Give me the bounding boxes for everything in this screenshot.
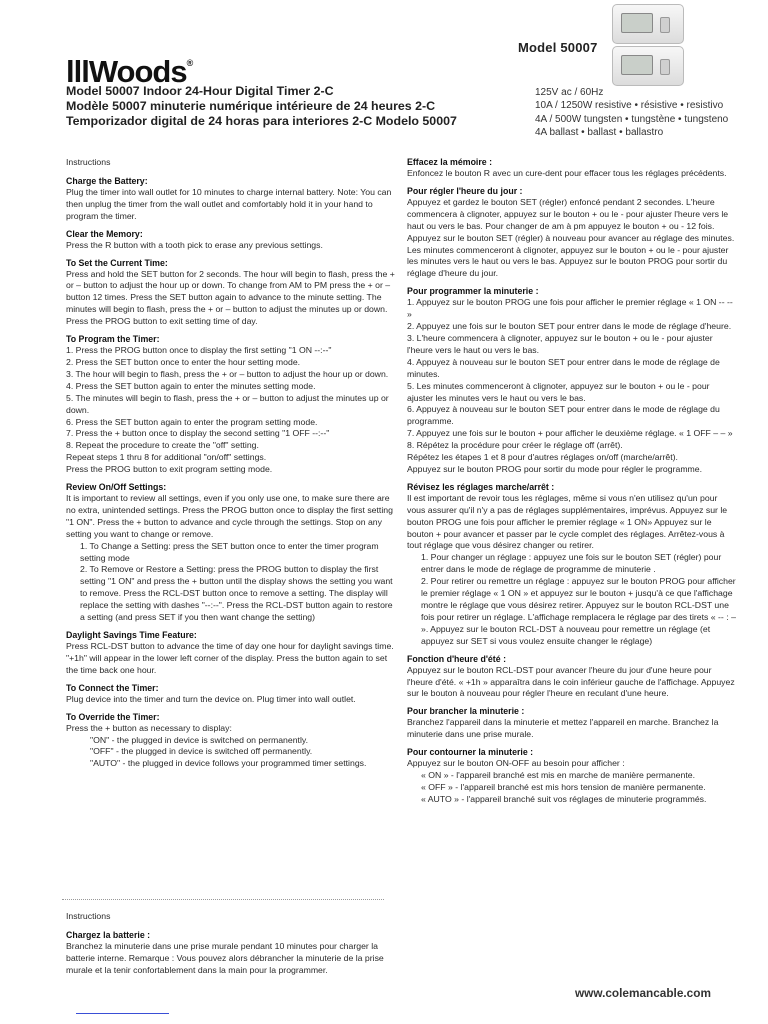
section-heading: Charge the Battery: — [66, 175, 148, 186]
logo-mark-lines: lll — [66, 54, 89, 89]
website-link[interactable]: www.colemancable.com — [575, 986, 711, 1000]
spec-line: 125V ac / 60Hz — [535, 87, 604, 98]
list-item: 4. Press the SET button again to enter the minutes setting mode. — [66, 380, 316, 391]
logo-registered: ® — [186, 58, 193, 68]
electrical-specs — [535, 86, 728, 139]
list-item: "AUTO" - the plugged in device follows your programmed timer settings. — [90, 758, 367, 769]
section-text: Branchez l'appareil dans la minuterie et mettez l'appareil en marche. Branchez la minuterie dans une prise murale. — [407, 717, 719, 740]
list-item: 1. To Change a Setting: press the SET button once to enter the timer program setting mode — [80, 540, 379, 563]
section-text: Repeat steps 1 thru 8 for additional "on/off" settings. — [66, 452, 267, 463]
section-text: Appuyez et gardez le bouton SET (régler) enfoncé pendant 2 secondes. L'heure commencera à clignoter, appuyez sur le bouton + ou le - pour ajuster l'heure vers le haut ou vers le bas. Pour changer de am à pm appuyez le bouton + ou - 12 fois. Appuyez sur le bouton SET (régler) à nouveau pour avancer au réglage des minutes. Les minutes commenceront à clignoter, appuyez sur le bouton + ou le - pour ajuster les minutes vers le haut ou vers le bas. Appuyez sur le bouton PROG pour sortir du réglage d'heure du jour. — [407, 196, 735, 279]
section-heading: Daylight Savings Time Feature: — [66, 630, 197, 640]
list-item: « ON » - l'appareil branché est mis en marche de manière permanente. — [421, 770, 696, 781]
instructions-column-left — [66, 157, 396, 770]
section-text: Press RCL-DST button to advance the time of day one hour for daylight savings time. "+1h" will appear in the lower left corner of the display. Press the button again to set the time back one hour. — [66, 641, 394, 675]
section-heading: Pour contourner la minuterie : — [407, 747, 534, 758]
section-heading: To Override the Timer: — [66, 711, 160, 722]
list-item: 7. Appuyez une fois sur le bouton + pour afficher le deuxième réglage. « 1 OFF – – » — [407, 428, 733, 439]
list-item: "ON" - the plugged in device is switched on permanently. — [90, 734, 308, 745]
section-heading: Pour programmer la minuterie : — [407, 286, 539, 297]
section-text: Branchez la minuterie dans une prise murale pendant 10 minutes pour charger la batterie interne. Remarque : Vous pouvez alors débrancher la minuterie de la prise murale et la tenir confortablement dans la main pour la programmer. — [66, 940, 384, 975]
title-en: Model 50007 Indoor 24-Hour Digital Timer 2-C — [66, 84, 334, 98]
list-item: 2. Press the SET button once to enter the hour setting mode. — [66, 356, 301, 367]
section-text: Press the PROG button to exit program setting mode. — [66, 464, 273, 475]
section-heading: Pour brancher la minuterie : — [407, 706, 525, 717]
list-item: 2. Appuyez une fois sur le bouton SET pour entrer dans le mode de réglage d'heure. — [407, 321, 732, 332]
list-item: 5. The minutes will begin to flash, press the + or – button to adjust the minutes up or down. — [66, 392, 389, 415]
device-button — [660, 17, 670, 33]
section-text: Plug device into the timer and turn the device on. Plug timer into wall outlet. — [66, 693, 356, 704]
list-item: 7. Press the + button once to display the second setting "1 OFF --:--" — [66, 428, 330, 439]
list-item: 1. Pour changer un réglage : appuyez une fois sur le bouton SET (régler) pour entrer dans le mode de réglage de programme de minuterie . — [421, 552, 722, 575]
list-item: « AUTO » - l'appareil branché suit vos réglages de minuterie programmés. — [421, 793, 707, 804]
section-text: Press the + button as necessary to display: — [66, 722, 232, 733]
list-item: 6. Press the SET button again to enter the program setting mode. — [66, 416, 318, 427]
list-item: "OFF" - the plugged in device is switched off permanently. — [90, 746, 313, 757]
section-heading: Clear the Memory: — [66, 228, 143, 239]
title-fr: Modèle 50007 minuterie numérique intérieure de 24 heures 2-C — [66, 99, 436, 113]
section-heading: Pour régler l'heure du jour : — [407, 185, 523, 196]
list-item: 2. Pour retirer ou remettre un réglage : appuyez sur le bouton PROG pour afficher le premier réglage « 1 ON » et appuyez sur le bouton + jusqu'à ce que l'affichage montre le réglage que vous désirez retirer. Appuyez sur le bouton RCL-DST une fois pour retirer un réglage. L'affichage remplacera le réglage par des tirets « -- : – ». Appuyez sur le bouton RCL-DST à nouveau pour remettre un réglage (et appuyez sur SET si vous voulez ensuite changer le réglage) — [421, 576, 736, 646]
section-heading: Chargez la batterie : — [66, 929, 151, 940]
list-item: 1. Press the PROG button once to display the first setting "1 ON --:--" — [66, 345, 332, 356]
list-item: 2. To Remove or Restore a Setting: press the PROG button to display the first setting "1 ON" and press the + button until the display shows the setting you want to remove. Press the RCL-DST button once to remove a setting. The display will replace the setting with dashes "--:--". Press the RCL-DST button again to restore a setting (and press SET if you then want change the setting) — [80, 564, 393, 623]
section-text: Appuyez sur le bouton RCL-DST pour avancer l'heure du jour d'une heure pour l'heure d'été. « +1h » apparaîtra dans le coin inférieur gauche de l'affichage. Appuyez sur le bouton à nouveau pour régler l'heure en reculant d'une heure. — [407, 664, 735, 699]
section-heading: Révisez les réglages marche/arrêt : — [407, 481, 555, 492]
section-intro: Instructions — [66, 157, 111, 167]
section-heading: To Connect the Timer: — [66, 682, 159, 693]
section-heading: Review On/Off Settings: — [66, 482, 167, 493]
list-item: 4. Appuyez à nouveau sur le bouton SET pour entrer dans le mode de réglage de minutes. — [407, 356, 720, 379]
instructions-column-right — [407, 156, 737, 806]
spec-line: 10A / 1250W resistive • résistive • resistivo — [535, 100, 724, 112]
section-text: Press the R button with a tooth pick to erase any previous settings. — [66, 239, 323, 250]
section-heading: To Set the Current Time: — [66, 257, 168, 268]
instructions-column-left-fr — [66, 911, 396, 977]
device-display — [621, 13, 653, 33]
page-link-underline — [76, 1013, 169, 1014]
timer-device-image — [612, 46, 684, 86]
logo-text: Woods — [88, 54, 187, 89]
spec-line: 4A / 500W tungsten • tungstène • tungsteno — [535, 113, 729, 125]
section-intro: Instructions — [66, 911, 111, 921]
section-heading: Fonction d'heure d'été : — [407, 653, 506, 664]
section-text: Appuyez sur le bouton ON-OFF au besoin pour afficher : — [407, 758, 625, 769]
model-label: Model 50007 — [518, 40, 598, 55]
section-text: Enfoncez le bouton R avec un cure-dent pour effacer tous les réglages précédents. — [407, 168, 727, 178]
product-titles — [66, 84, 457, 129]
section-text: Plug the timer into wall outlet for 10 minutes to charge internal battery. Note: You can then unplug the timer from the wall outlet and comfortably hold it in your hand to program the timer. — [66, 186, 392, 221]
section-divider — [62, 899, 384, 900]
list-item: 8. Répétez la procédure pour créer le réglage off (arrêt). — [407, 440, 623, 451]
list-item: 3. The hour will begin to flash, press the + or – button to adjust the hour up or down. — [66, 368, 389, 379]
list-item: 5. Les minutes commenceront à clignoter, appuyez sur le bouton + ou le - pour ajuster les minutes vers le haut ou vers le bas. — [407, 380, 710, 403]
section-text: It is important to review all settings, even if you only use one, to make sure there are no extra, unintended settings. Press the PROG button once to display the first setting "1 ON". Press the + button to advance and cycle through the settings. Stop on any setting you want to change or remove. — [66, 493, 393, 539]
section-text: Il est important de revoir tous les réglages, même si vous n'en utilisez qu'un pour vous assurer qu'il n'y a pas de réglages supplémentaires, imprévus. Appuyez sur le bouton PROG une fois pour afficher le premier réglage « 1 ON» Appuyez sur le bouton + pour avancer et passer par le cycle complet des réglages. Arrêtez-vous à tout réglage que vous désirez changer ou retirer. — [407, 492, 728, 551]
list-item: 1. Appuyez sur le bouton PROG une fois pour afficher le premier réglage « 1 ON -- -- » — [407, 297, 733, 320]
list-item: 8. Repeat the procedure to create the "off" setting. — [66, 440, 259, 451]
title-es: Temporizador digital de 24 horas para interiores 2-C Modelo 50007 — [66, 114, 457, 128]
section-heading: To Program the Timer: — [66, 334, 160, 345]
section-text: Press and hold the SET button for 2 seconds. The hour will begin to flash, press the + or – button to adjust the hour up or down. To change from AM to PM press the + or – button 12 times. Press the SET button again to advance to the minute setting. The minutes will begin to flash, press the + or – button to adjust the minutes up or down. Press the PROG button to exit setting time of day. — [66, 268, 395, 327]
spec-line: 4A ballast • ballast • ballastro — [535, 126, 664, 138]
section-text: Répétez les étapes 1 et 8 pour d'autres réglages on/off (marche/arrêt). — [407, 452, 678, 463]
section-heading: Effacez la mémoire : — [407, 157, 493, 167]
list-item: 6. Appuyez à nouveau sur le bouton SET pour entrer dans le mode de réglage du programme. — [407, 404, 720, 427]
list-item: « OFF » - l'appareil branché est mis hors tension de manière permanente. — [421, 781, 706, 792]
section-text: Appuyez sur le bouton PROG pour sortir du mode pour régler le programme. — [407, 463, 703, 474]
list-item: 3. L'heure commencera à clignoter, appuyez sur le bouton + ou le - pour ajuster l'heure vers le haut ou vers le bas. — [407, 332, 713, 355]
device-display — [621, 55, 653, 75]
timer-device-image — [612, 4, 684, 44]
device-button — [660, 59, 670, 75]
